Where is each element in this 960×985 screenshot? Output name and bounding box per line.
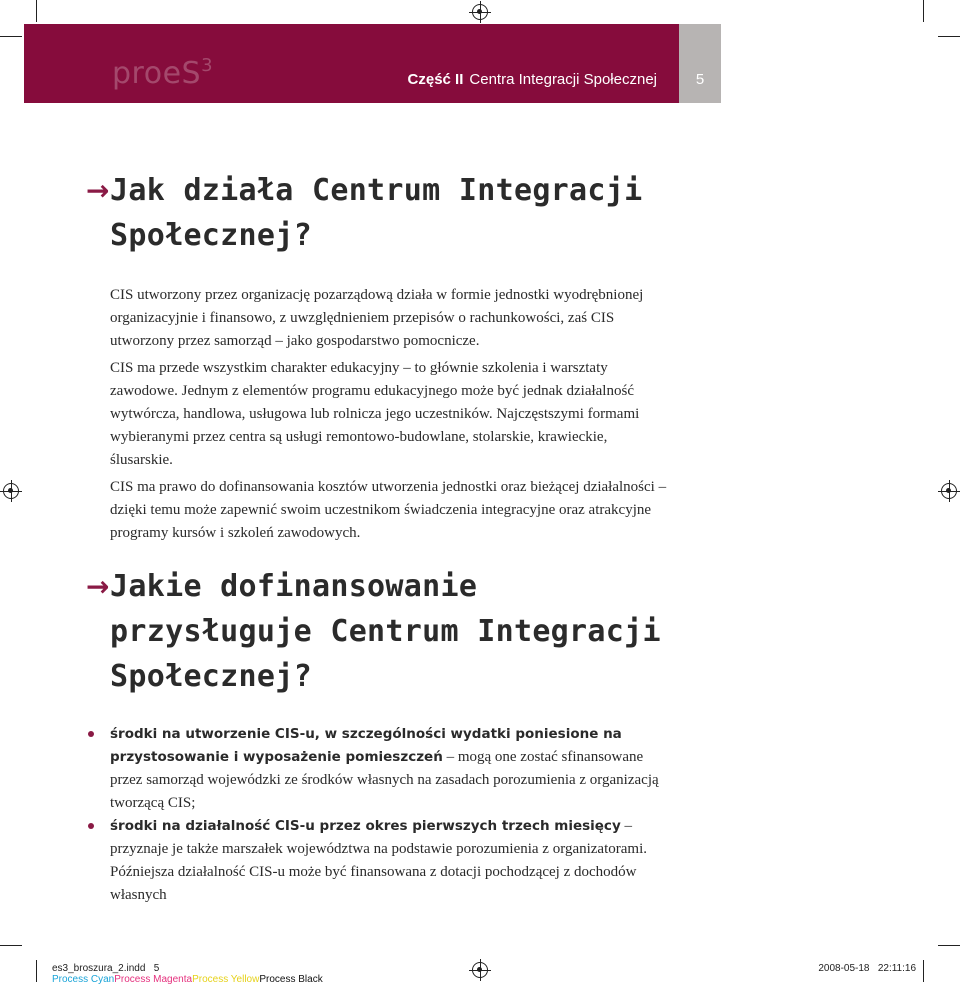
crop-mark bbox=[36, 0, 37, 22]
crop-mark bbox=[0, 945, 22, 946]
slug-file: es3_broszura_2.indd 5 bbox=[52, 963, 160, 974]
paragraph: CIS utworzony przez organizację pozarządową działa w formie jednostki wyodrębnionej organizacyjnie i finansowo, z uwzględnieniem przepisów o rachunkowości, zaś CIS utworzony przez samorząd – jako gospodarstwo pomocnicze. bbox=[110, 287, 644, 349]
plate-cyan: Process Cyan bbox=[52, 974, 115, 985]
crop-mark bbox=[923, 0, 924, 22]
logo: proeS$^3$ bbox=[112, 55, 214, 91]
plate-list bbox=[52, 974, 323, 985]
registration-mark-icon bbox=[472, 962, 488, 978]
paragraph: CIS ma prawo do dofinansowania kosztów utworzenia jednostki oraz bieżącej działalności – dzięki temu może zapewnić swoim uczestnikom świadczenia integracyjne oraz atrakcyjne programy kursów i szkoleń zawodowych. bbox=[110, 479, 667, 541]
registration-mark-icon bbox=[941, 483, 957, 499]
section-label: Część II bbox=[407, 71, 464, 88]
arrow-right-icon: → bbox=[86, 570, 110, 603]
page-number: 5 bbox=[679, 24, 721, 103]
registration-mark-icon bbox=[3, 483, 19, 499]
slug-date: 2008-05-18 22:11:16 bbox=[818, 963, 916, 974]
bullet-icon bbox=[88, 731, 94, 737]
crop-mark bbox=[36, 960, 37, 982]
bullet-icon bbox=[88, 823, 94, 829]
plate-yellow: Process Yellow bbox=[192, 974, 260, 985]
section-title: Centra Integracji Społecznej bbox=[469, 71, 657, 88]
list-item: środki na utworzenie CIS-u, w szczególności wydatki poniesione na przystosowanie i wyposażenie pomieszczeń – mogą one zostać sfinansowane przez samorząd wojewódzki ze środków własnych na zasadach porozumienia z organizacją tworzącą CIS; bbox=[110, 723, 670, 815]
crop-mark bbox=[0, 36, 22, 37]
plate-magenta: Process Magenta bbox=[114, 974, 193, 985]
section1-body bbox=[110, 284, 670, 545]
crop-mark bbox=[923, 960, 924, 982]
heading-cis-funding: → Jakie dofinansowanie przysługuje Centrum Integracji Społecznej? bbox=[110, 564, 661, 699]
list-item: środki na działalność CIS-u przez okres pierwszych trzech miesięcy – przyznaje je także marszałek województwa na podstawie porozumienia z organizatorami. Późniejsza działalność CIS-u może być finansowana z dotacji pochodzącej z dochodów własnych bbox=[110, 815, 670, 907]
arrow-right-icon: → bbox=[86, 174, 110, 207]
paragraph: CIS ma przede wszystkim charakter edukacyjny – to głównie szkolenia i warsztaty zawodowe. Jednym z elementów programu edukacyjnego może być jednak działalność wytwórcza, handlowa, usługowa lub rolnicza jego uczestników. Najczęstszymi formami wybieranymi przez centra są usługi remontowo-budowlane, stolarskie, krawieckie, ślusarskie. bbox=[110, 360, 640, 468]
heading-how-cis-works: → Jak działa Centrum Integracji Społecznej? bbox=[110, 168, 642, 258]
running-head bbox=[408, 71, 657, 88]
funding-list bbox=[110, 723, 670, 907]
crop-mark bbox=[938, 945, 960, 946]
header-band bbox=[24, 24, 679, 103]
plate-black: Process Black bbox=[259, 974, 323, 985]
crop-mark bbox=[938, 36, 960, 37]
registration-mark-icon bbox=[472, 4, 488, 20]
